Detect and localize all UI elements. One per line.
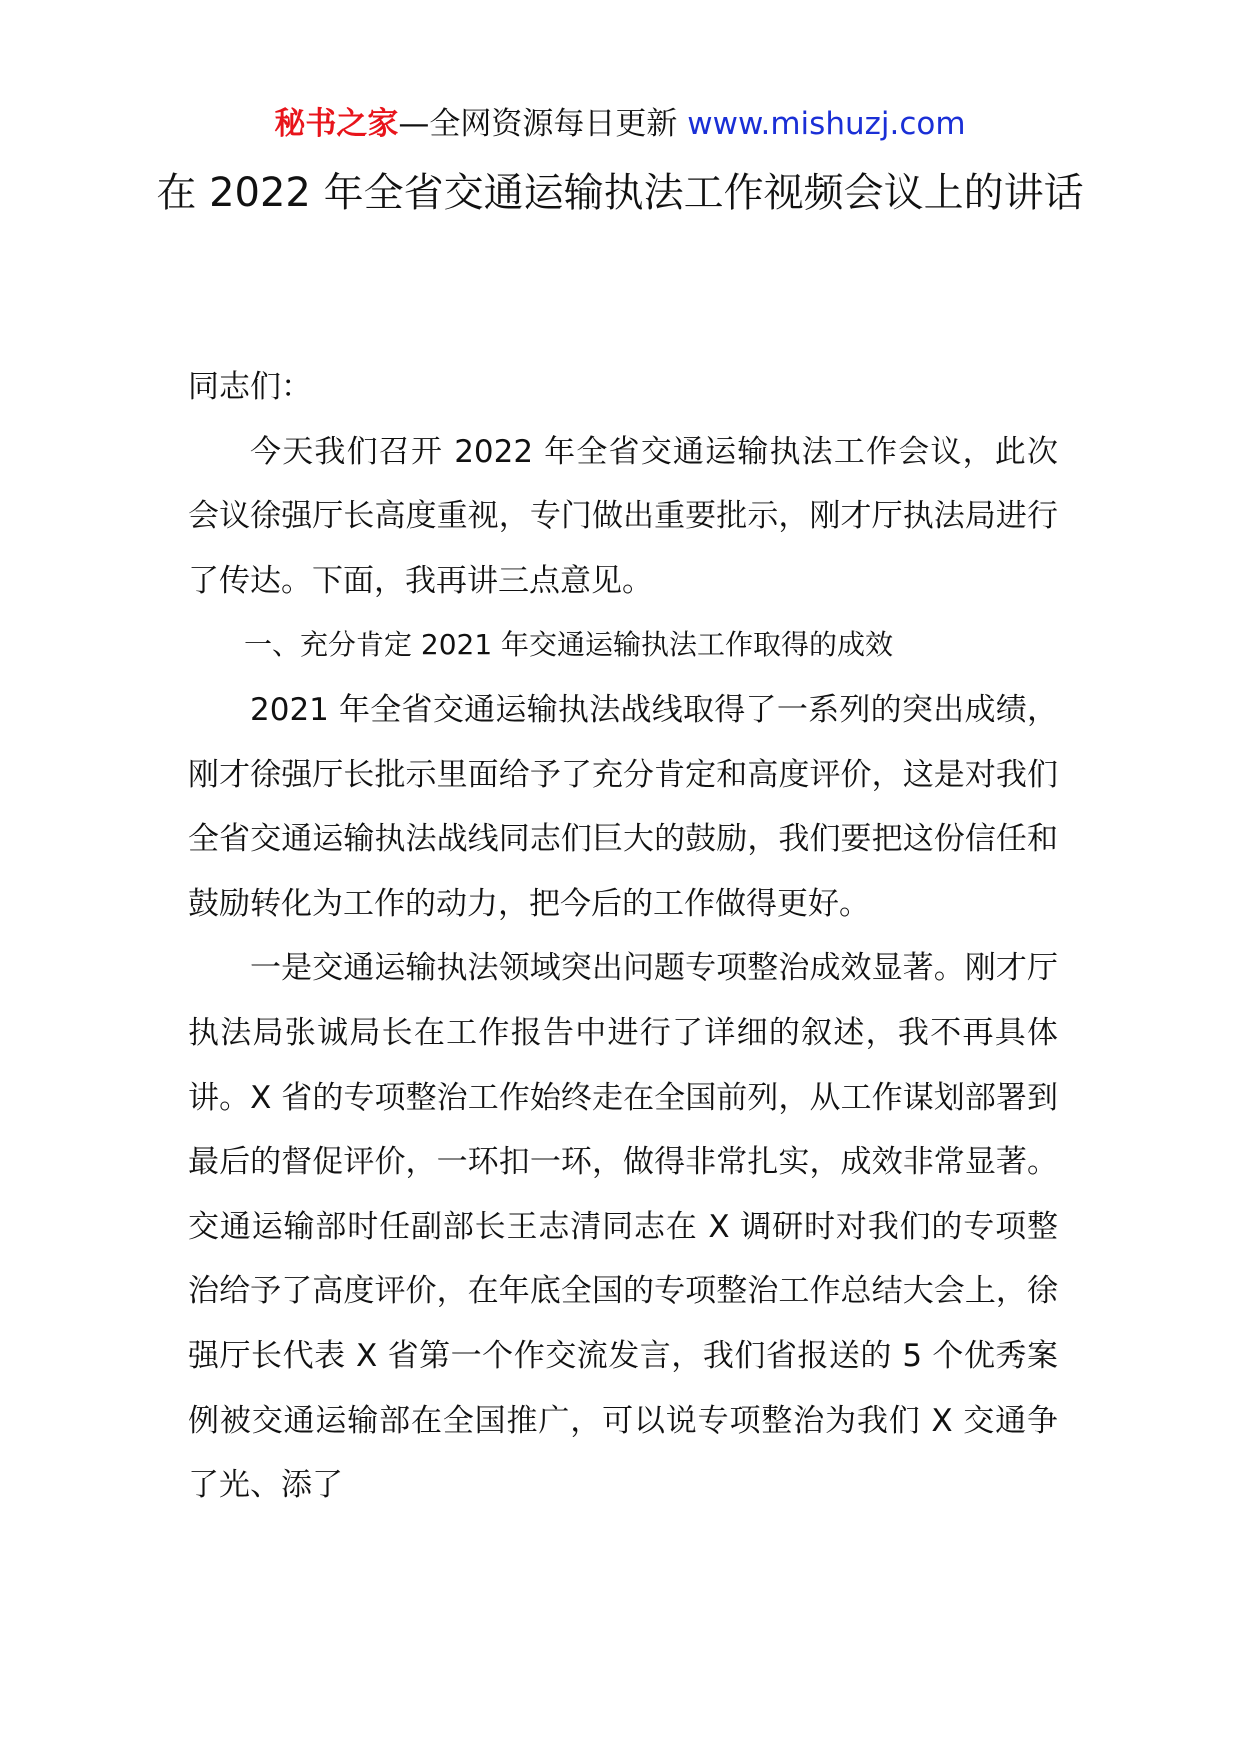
document-title: 在 2022 年全省交通运输执法工作视频会议上的讲话 <box>156 170 1084 216</box>
salutation: 同志们： <box>188 369 312 405</box>
paragraph-opening: 今天我们召开 2022 年全省交通运输执法工作会议，此次会议徐强厅长高度重视，专门做出重要批示，刚才厅执法局进行了传达。下面，我再讲三点意见。 <box>188 433 1058 599</box>
document-body <box>188 355 1058 1518</box>
paragraph-achievements: 2021 年全省交通运输执法战线取得了一系列的突出成绩，刚才徐强厅长批示里面给予了充分肯定和高度评价，这是对我们全省交通运输执法战线同志们巨大的鼓励，我们要把这份信任和鼓励转化为工作的动力，把今后的工作做得更好。 <box>188 691 1058 922</box>
paragraph-special-rectification: 一是交通运输执法领域突出问题专项整治成效显著。刚才厅执法局张诚局长在工作报告中进行了详细的叙述，我不再具体讲。X 省的专项整治工作始终走在全国前列，从工作谋划部署到最后的督促评价，一环扣一环，做得非常扎实，成效非常显著。交通运输部时任副部长王志清同志在 X 调研时对我们的专项整治给予了高度评价，在年底全国的专项整治工作总结大会上，徐强厅长代表 X 省第一个作交流发言，我们省报送的 5 个优秀案例被交通运输部在全国推广，可以说专项整治为我们 X 交通争了光、添了 <box>188 950 1058 1504</box>
site-slogan: —全网资源每日更新 <box>398 106 688 142</box>
site-header <box>0 102 1240 146</box>
section-heading-1: 一、充分肯定 2021 年交通运输执法工作取得的成效 <box>244 628 894 662</box>
site-url[interactable]: www.mishuzj.com <box>687 106 966 142</box>
site-brand: 秘书之家 <box>274 106 399 142</box>
